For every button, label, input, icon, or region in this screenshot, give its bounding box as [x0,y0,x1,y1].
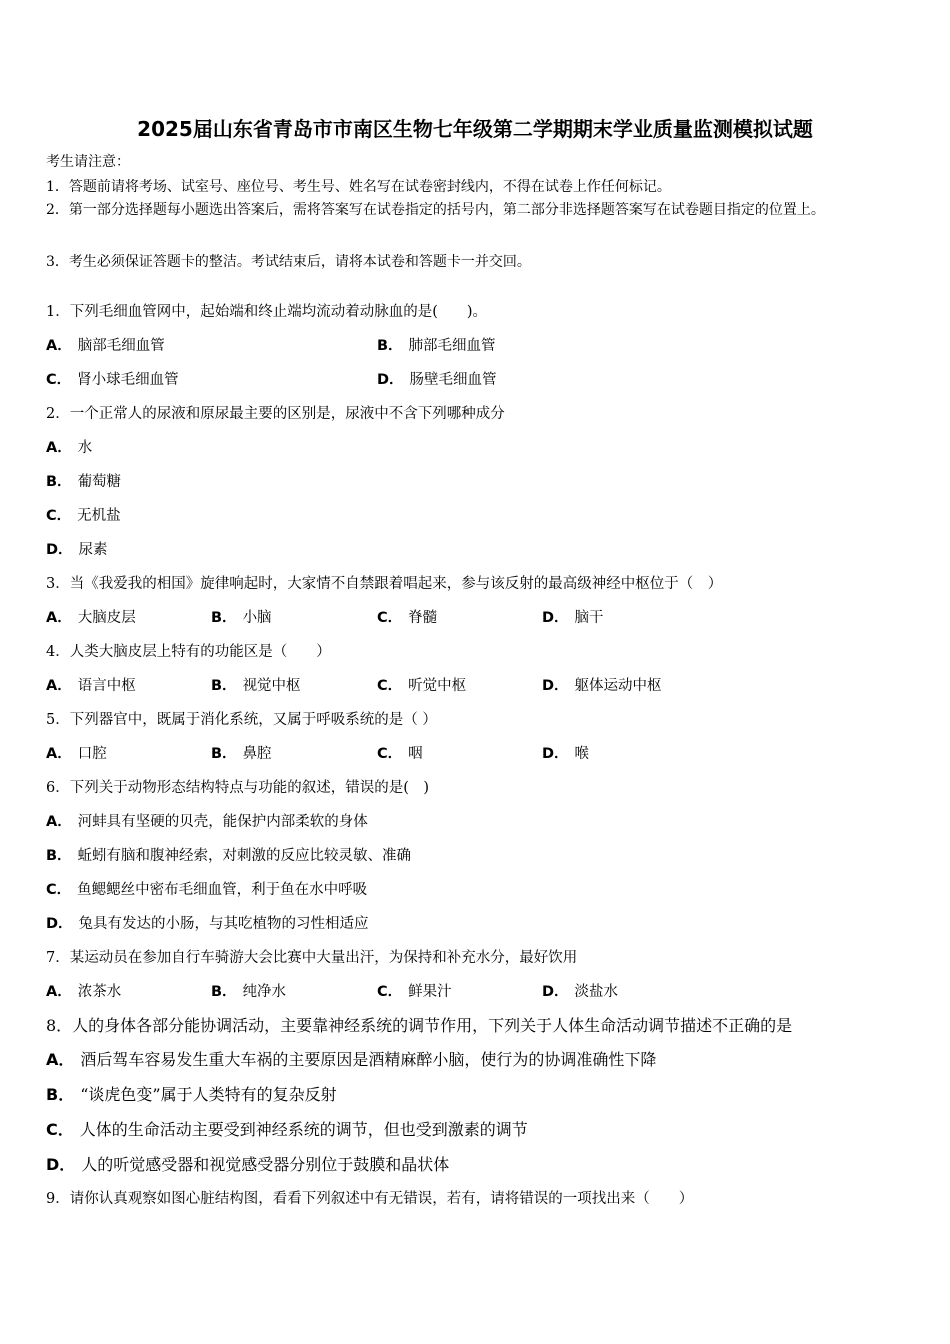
question-stem: 1．下列毛细血管网中，起始端和终止端均流动着动脉血的是( )。 [46,304,488,320]
option: B． 视觉中枢 [211,678,301,694]
option: A． 水 [46,440,93,456]
option: D． 淡盐水 [542,984,619,1000]
option: C． 肾小球毛细血管 [46,372,179,388]
question-stem: 2．一个正常人的尿液和原尿最主要的区别是，尿液中不含下列哪种成分 [46,406,505,422]
question-stem: 7．某运动员在参加自行车骑游大会比赛中大量出汗，为保持和补充水分，最好饮用 [46,950,578,966]
option: D． 人的听觉感受器和视觉感受器分别位于鼓膜和晶状体 [46,1155,450,1174]
option: D． 兔具有发达的小肠，与其吃植物的习性相适应 [46,916,369,932]
notice-item: 2．第一部分选择题每小题选出答案后，需将答案写在试卷指定的括号内，第二部分非选择题答案写在试卷题目指定的位置上。 [46,202,825,218]
option: A． 语言中枢 [46,678,136,694]
notice-header: 考生请注意： [46,154,130,170]
page-title: 2025届山东省青岛市市南区生物七年级第二学期期末学业质量监测模拟试题 [137,117,813,141]
question-stem: 4．人类大脑皮层上特有的功能区是（ ） [46,644,331,660]
question-stem: 5．下列器官中，既属于消化系统，又属于呼吸系统的是（ ） [46,712,437,728]
option: B． 葡萄糖 [46,474,122,490]
notice-item: 1．答题前请将考场、试室号、座位号、考生号、姓名写在试卷密封线内，不得在试卷上作任何标记。 [46,179,671,195]
option: A． 脑部毛细血管 [46,338,165,354]
option: A． 大脑皮层 [46,610,136,626]
option: C． 听觉中枢 [377,678,467,694]
question-stem: 3．当《我爱我的相国》旋律响起时，大家情不自禁跟着唱起来，参与该反射的最高级神经中枢位于（ ） [46,576,723,592]
option: A． 浓茶水 [46,984,122,1000]
option: D． 尿素 [46,542,108,558]
option: D． 喉 [542,746,590,762]
option: B． 纯净水 [211,984,287,1000]
option: D． 脑干 [542,610,604,626]
option: B． 鼻腔 [211,746,272,762]
option: C． 鱼鳃鳃丝中密布毛细血管，利于鱼在水中呼吸 [46,882,368,898]
option: B． “谈虎色变”属于人类特有的复杂反射 [46,1085,337,1104]
question-stem: 9．请你认真观察如图心脏结构图，看看下列叙述中有无错误，若有，请将错误的一项找出来（ ） [46,1191,694,1207]
option: B． 蚯蚓有脑和腹神经索，对刺激的反应比较灵敏、准确 [46,848,412,864]
option: A． 酒后驾车容易发生重大车祸的主要原因是酒精麻醉小脑，使行为的协调准确性下降 [46,1050,657,1069]
option: B． 小脑 [211,610,272,626]
option: A． 口腔 [46,746,107,762]
option: C． 鲜果汁 [377,984,452,1000]
option: D． 躯体运动中枢 [542,678,662,694]
question-stem: 6．下列关于动物形态结构特点与功能的叙述，错误的是( ) [46,780,430,796]
notice-item: 3．考生必须保证答题卡的整洁。考试结束后，请将本试卷和答题卡一并交回。 [46,254,531,270]
option: D． 肠壁毛细血管 [377,372,497,388]
option: C． 无机盐 [46,508,121,524]
option: B． 肺部毛细血管 [377,338,496,354]
option: C． 脊髓 [377,610,438,626]
option: C． 人体的生命活动主要受到神经系统的调节，但也受到激素的调节 [46,1120,528,1139]
question-stem: 8．人的身体各部分能协调活动，主要靠神经系统的调节作用，下列关于人体生命活动调节描述不正确的是 [46,1016,793,1035]
option: A． 河蚌具有坚硬的贝壳，能保护内部柔软的身体 [46,814,368,830]
option: C． 咽 [377,746,423,762]
